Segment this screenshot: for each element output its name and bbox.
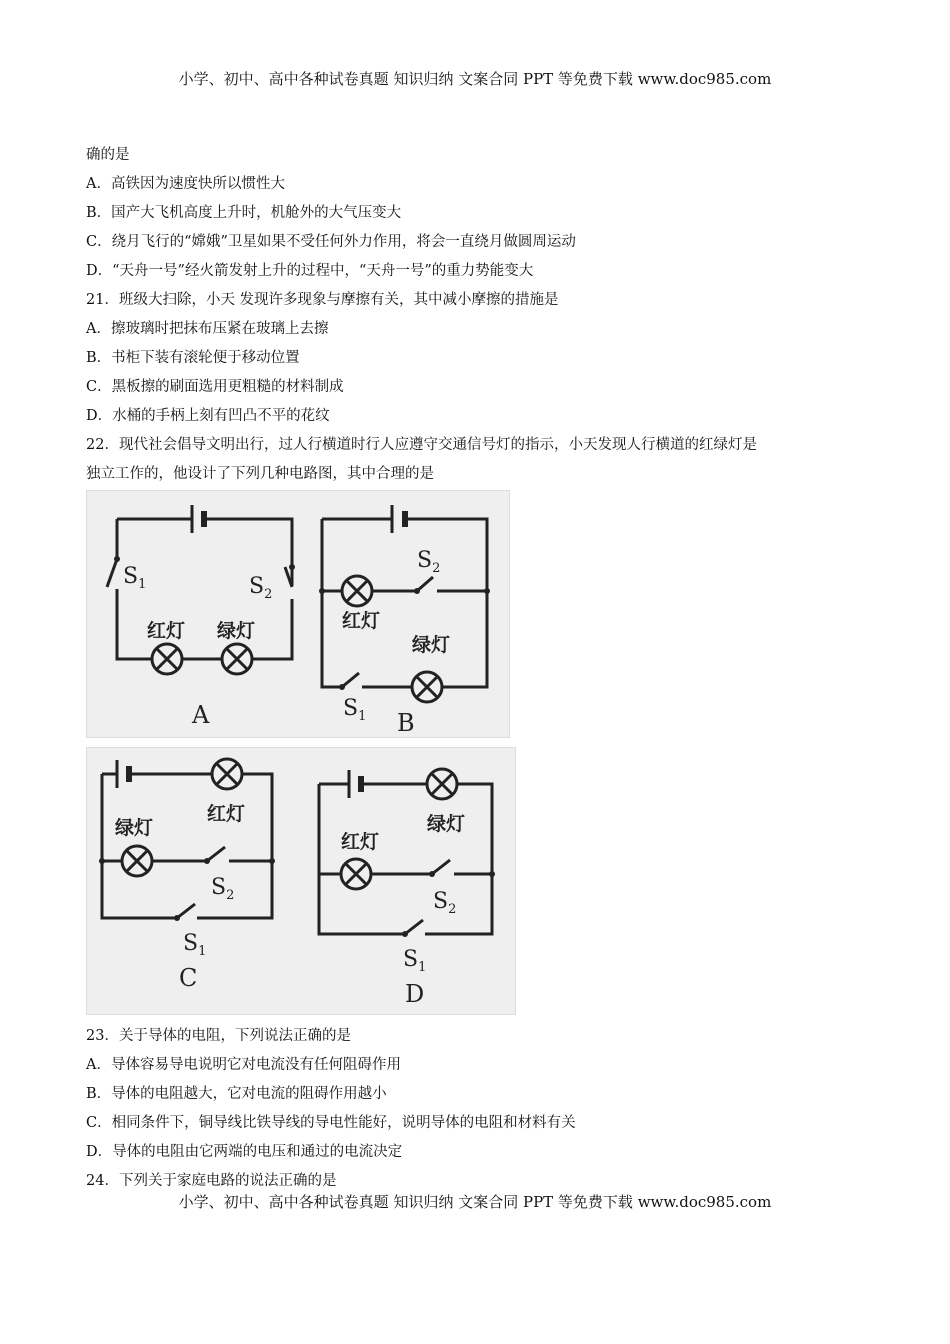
caption-c: C: [179, 964, 198, 992]
q23-stem: 23．关于导体的电阻，下列说法正确的是: [86, 1028, 351, 1044]
q20-stem-tail: 确的是: [86, 147, 130, 163]
label-green-c: 绿灯: [115, 817, 154, 839]
label-s1-b: $S_1$: [343, 696, 367, 724]
q24-stem: 24．下列关于家庭电路的说法正确的是: [86, 1173, 337, 1189]
q21-option-c: C．黑板擦的刷面选用更粗糙的材料制成: [86, 379, 344, 395]
caption-b: B: [397, 709, 415, 737]
q21-option-a: A．擦玻璃时把抹布压紧在玻璃上去擦: [86, 321, 329, 337]
label-s2-d: $S_2$: [433, 889, 457, 917]
circuit-b: [319, 505, 490, 737]
label-red-d: 红灯: [341, 831, 380, 853]
label-s2-c: $S_2$: [211, 875, 235, 903]
q21-option-d: D．水桶的手柄上刻有凹凸不平的花纹: [86, 408, 330, 424]
q23-option-c: C．相同条件下，铜导线比铁导线的导电性能好，说明导体的电阻和材料有关: [86, 1115, 576, 1131]
caption-d: D: [405, 980, 425, 1008]
q23-option-d: D．导体的电阻由它两端的电压和通过的电流决定: [86, 1144, 403, 1160]
q20-option-b: B．国产大飞机高度上升时，机舱外的大气压变大: [86, 205, 402, 221]
circuit-a: [107, 505, 295, 729]
label-red-c: 红灯: [207, 803, 246, 825]
circuit-c: [99, 759, 275, 992]
label-red-b: 红灯: [342, 610, 381, 632]
label-red-a: 红灯: [147, 620, 186, 642]
q22-stem-line2: 独立工作的，他设计了下列几种电路图，其中合理的是: [86, 466, 434, 482]
label-s1-d: $S_1$: [403, 947, 427, 975]
page-footer: 小学、初中、高中各种试卷真题 知识归纳 文案合同 PPT 等免费下载 www.doc985.com: [178, 1193, 772, 1211]
label-s1-a: $S_1$: [123, 564, 147, 592]
label-green-a: 绿灯: [217, 620, 256, 642]
q21-option-b: B．书柜下装有滚轮便于移动位置: [86, 350, 300, 366]
page-header: 小学、初中、高中各种试卷真题 知识归纳 文案合同 PPT 等免费下载 www.doc985.com: [178, 70, 772, 88]
q23-option-b: B．导体的电阻越大，它对电流的阻碍作用越小: [86, 1086, 387, 1102]
circuit-d: [319, 769, 495, 1008]
circuit-figure-ab: [86, 490, 510, 738]
q21-stem: 21．班级大扫除，小天 发现许多现象与摩擦有关，其中减小摩擦的措施是: [86, 292, 559, 308]
label-s2-a: $S_2$: [249, 574, 273, 602]
label-green-b: 绿灯: [412, 634, 451, 656]
label-s2-b: $S_2$: [417, 548, 441, 576]
q22-stem-line1: 22．现代社会倡导文明出行，过人行横道时行人应遵守交通信号灯的指示，小天发现人行横道的红绿灯是: [86, 437, 757, 453]
q20-option-d: D．“天舟一号”经火箭发射上升的过程中，“天舟一号”的重力势能变大: [86, 263, 534, 279]
q20-option-c: C．绕月飞行的“嫦娥”卫星如果不受任何外力作用，将会一直绕月做圆周运动: [86, 234, 576, 250]
question-content: [86, 141, 876, 1196]
caption-a: A: [192, 701, 210, 729]
label-s1-c: $S_1$: [183, 931, 207, 959]
circuit-figure-cd: [86, 747, 516, 1015]
q23-option-a: A．导体容易导电说明它对电流没有任何阻碍作用: [86, 1057, 401, 1073]
label-green-d: 绿灯: [427, 813, 466, 835]
q20-option-a: A．高铁因为速度快所以惯性大: [86, 176, 285, 192]
